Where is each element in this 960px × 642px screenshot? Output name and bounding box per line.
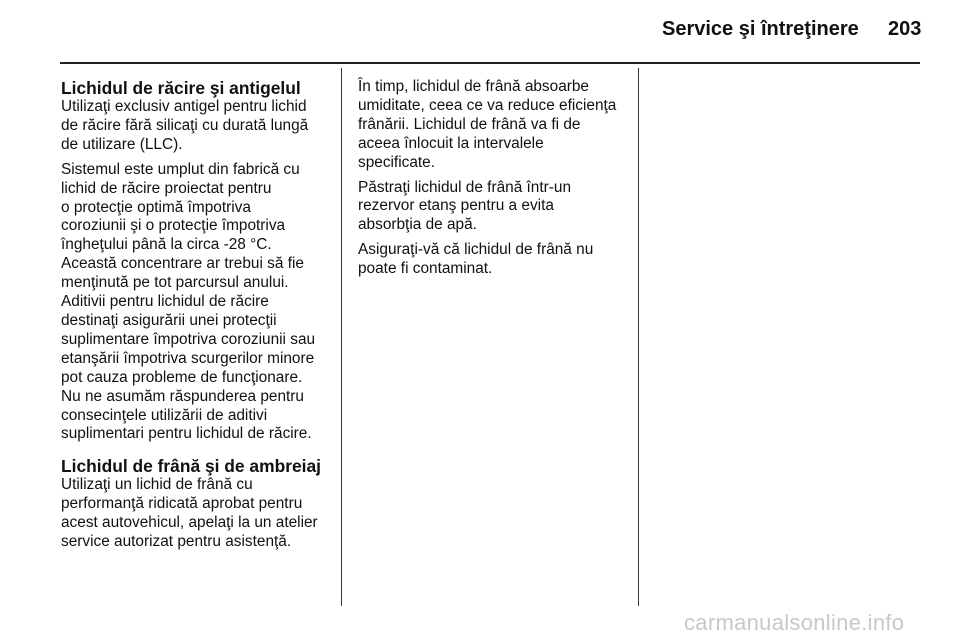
- text-line: poate fi contaminat.: [358, 260, 493, 278]
- text-line: umiditate, ceea ce va reduce eficienţa: [358, 96, 617, 114]
- text-line: suplimentari pentru lichidul de răcire.: [61, 425, 312, 443]
- text-line: Nu ne asumăm răspunderea pentru: [61, 387, 304, 405]
- text-line: absorbţia de apă.: [358, 216, 477, 234]
- text-line: service autorizat pentru asistenţă.: [61, 533, 292, 551]
- brake-paragraph-4: [358, 241, 630, 279]
- text-line: rezervor etanş pentru a evita: [358, 197, 554, 215]
- text-line: suplimentare împotriva coroziunii sau: [61, 330, 316, 348]
- text-line: pot cauza probleme de funcţionare.: [61, 368, 303, 386]
- text-line: consecinţele utilizării de aditivi: [61, 406, 268, 424]
- text-line: de răcire fără silicaţi cu durată lungă: [61, 116, 309, 134]
- text-line: destinaţi asigurării unei protecţii: [61, 311, 277, 329]
- text-line: o protecţie optimă împotriva: [61, 198, 251, 216]
- text-line: Aditivii pentru lichidul de răcire: [61, 293, 269, 311]
- coolant-paragraph-1: [61, 98, 333, 155]
- brake-fluid-heading: Lichidul de frână şi de ambreiaj: [61, 456, 321, 477]
- text-line: coroziunii şi o protecţie împotriva: [61, 217, 286, 235]
- coolant-heading: Lichidul de răcire şi antigelul: [61, 78, 301, 98]
- text-line: În timp, lichidul de frână absoarbe: [358, 78, 589, 95]
- text-line: Utilizaţi un lichid de frână cu: [61, 476, 253, 494]
- column-divider-right: [638, 68, 639, 606]
- text-line: Păstraţi lichidul de frână într-un: [358, 178, 572, 196]
- text-line: Asiguraţi-vă că lichidul de frână nu: [358, 241, 594, 259]
- text-line: acest autovehicul, apelaţi la un atelier: [61, 514, 318, 532]
- text-line: Această concentrare ar trebui să fie: [61, 255, 304, 273]
- header-rule: [60, 62, 920, 64]
- page-number: 203: [888, 18, 922, 40]
- right-column: [358, 78, 630, 279]
- text-line: menţinută pe tot parcursul anului.: [61, 274, 289, 292]
- text-line: îngheţului până la circa -28 °C.: [61, 236, 272, 254]
- left-column: [61, 78, 333, 552]
- text-line: etanşării împotriva scurgerilor minore: [61, 349, 315, 367]
- text-line: frânării. Lichidul de frână va fi de: [358, 115, 581, 133]
- brake-paragraph-3: [358, 179, 630, 236]
- text-line: performanţă ridicată aprobat pentru: [61, 495, 303, 513]
- brake-paragraph-1: [61, 476, 333, 552]
- text-line: lichid de răcire proiectat pentru: [61, 179, 272, 197]
- text-line: specificate.: [358, 153, 435, 171]
- coolant-paragraph-2: [61, 161, 333, 445]
- column-divider-left: [341, 68, 342, 606]
- text-line: Sistemul este umplut din fabrică cu: [61, 160, 300, 178]
- text-line: Utilizaţi exclusiv antigel pentru lichid: [61, 98, 307, 115]
- text-line: aceea înlocuit la intervalele: [358, 134, 544, 152]
- watermark: carmanualsonline.info: [684, 610, 905, 635]
- section-title: Service şi întreţinere: [662, 18, 859, 40]
- brake-paragraph-2: [358, 78, 630, 173]
- text-line: de utilizare (LLC).: [61, 135, 183, 153]
